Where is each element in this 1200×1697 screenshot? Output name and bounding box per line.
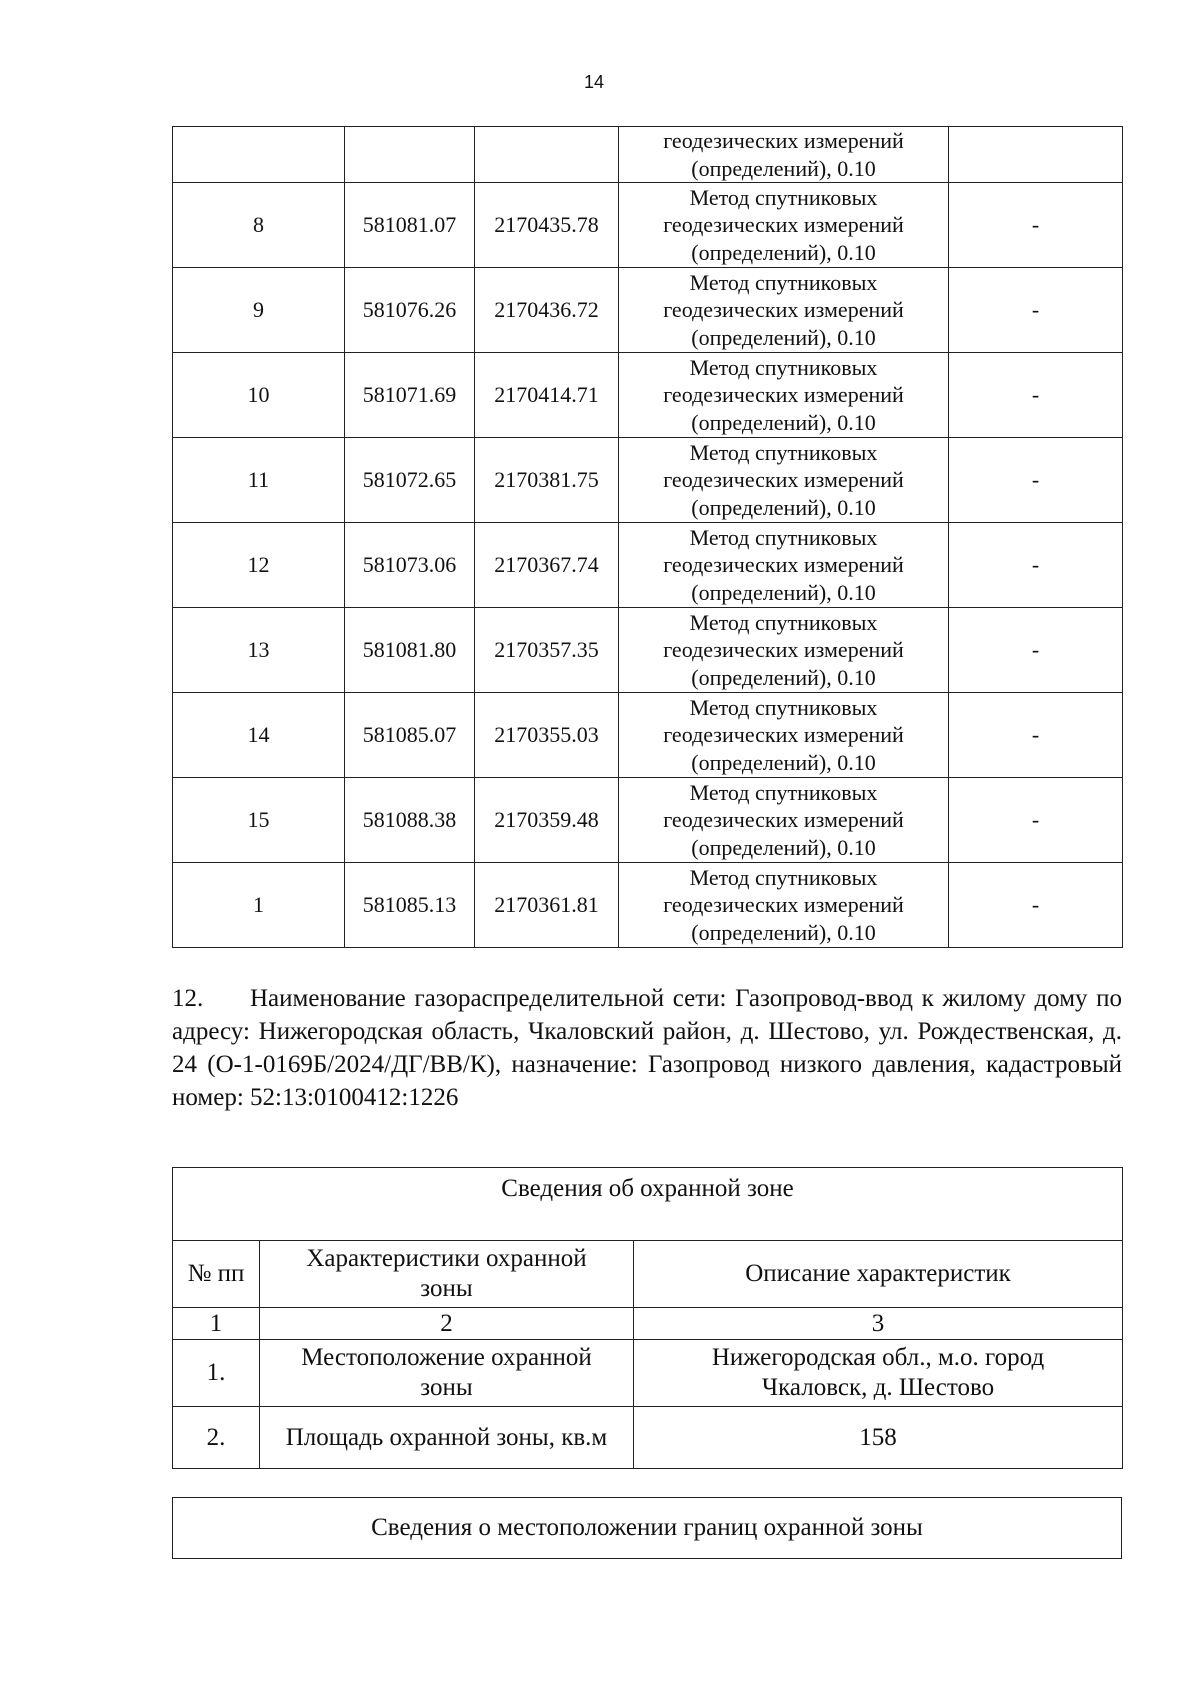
point-number-cell: 15: [173, 778, 345, 863]
method-cell: [619, 438, 949, 523]
note-cell: -: [949, 608, 1123, 693]
index-cell: 3: [634, 1308, 1123, 1340]
method-line: (определений), 0.10: [691, 239, 876, 265]
point-number-cell: 9: [173, 268, 345, 353]
note-cell: -: [949, 438, 1123, 523]
column-header-number: № пп: [173, 1241, 260, 1308]
method-line: геодезических измерений: [663, 297, 904, 323]
table-row: [173, 1407, 1123, 1469]
method-cell: [619, 268, 949, 353]
point-number-cell: [173, 127, 345, 183]
x-coordinate-cell: 581081.80: [345, 608, 475, 693]
method-line: геодезических измерений: [663, 637, 904, 663]
method-cell: [619, 608, 949, 693]
method-line: геодезических измерений: [663, 892, 904, 918]
method-line: Метод спутниковых: [689, 864, 878, 890]
x-coordinate-cell: 581076.26: [345, 268, 475, 353]
method-line: (определений), 0.10: [691, 664, 876, 690]
method-line: геодезических измерений: [663, 382, 904, 408]
table-row: [173, 268, 1123, 353]
table-row: [173, 127, 1123, 183]
method-line: геодезических измерений: [663, 807, 904, 833]
table-row: [173, 693, 1123, 778]
y-coordinate-cell: 2170357.35: [475, 608, 619, 693]
x-coordinate-cell: 581085.13: [345, 863, 475, 948]
note-cell: -: [949, 863, 1123, 948]
method-line: Метод спутниковых: [689, 184, 878, 210]
table-row: [173, 438, 1123, 523]
row-number-cell: 1.: [173, 1340, 260, 1407]
boundary-table: [172, 1497, 1122, 1559]
y-coordinate-cell: 2170436.72: [475, 268, 619, 353]
x-coordinate-cell: 581081.07: [345, 183, 475, 268]
characteristic-line: Местоположение охранной: [301, 1344, 592, 1371]
method-line: геодезических измерений: [663, 128, 904, 153]
method-line: (определений), 0.10: [691, 919, 876, 945]
protection-zone-table: [172, 1167, 1123, 1469]
note-cell: -: [949, 183, 1123, 268]
method-line: (определений), 0.10: [691, 749, 876, 775]
method-line: геодезических измерений: [663, 552, 904, 578]
table-title: Сведения о местоположении границ охранной зоны: [173, 1498, 1122, 1559]
description-cell: [634, 1340, 1123, 1407]
method-line: Метод спутниковых: [689, 439, 878, 465]
clause-number: 12.: [172, 985, 204, 1012]
row-number-cell: 2.: [173, 1407, 260, 1469]
column-header-description: Описание характеристик: [634, 1241, 1123, 1308]
method-line: геодезических измерений: [663, 722, 904, 748]
x-coordinate-cell: 581071.69: [345, 353, 475, 438]
y-coordinate-cell: 2170414.71: [475, 353, 619, 438]
x-coordinate-cell: [345, 127, 475, 183]
clause-text: Наименование газораспределительной сети: Газопровод-ввод к жилому дому по адресу: Нижегородская область, Чкаловский район, д. Шестово, ул. Рождественская, д. 24 (О-1-0169Б/2024/ДГ/ВВ/К), назначение: Газопровод низкого давления, кадастровый номер: 52:13:0100412:1226: [172, 985, 1122, 1111]
characteristic-cell: [260, 1340, 634, 1407]
note-cell: -: [949, 523, 1123, 608]
method-line: (определений), 0.10: [691, 494, 876, 520]
header-line: Характеристики охранной: [306, 1245, 587, 1272]
x-coordinate-cell: 581072.65: [345, 438, 475, 523]
clause-paragraph: [172, 982, 1122, 1114]
point-number-cell: 8: [173, 183, 345, 268]
y-coordinate-cell: 2170367.74: [475, 523, 619, 608]
method-cell: [619, 127, 949, 183]
characteristic-cell: Площадь охранной зоны, кв.м: [260, 1407, 634, 1469]
y-coordinate-cell: 2170381.75: [475, 438, 619, 523]
method-line: геодезических измерений: [663, 212, 904, 238]
method-line: (определений), 0.10: [691, 834, 876, 860]
page-number: 14: [583, 72, 605, 92]
method-line: Метод спутниковых: [689, 269, 878, 295]
table-row: [173, 778, 1123, 863]
note-cell: -: [949, 268, 1123, 353]
method-line: Метод спутниковых: [689, 609, 878, 635]
header-line: зоны: [420, 1275, 473, 1302]
method-cell: [619, 183, 949, 268]
description-line: Чкаловск, д. Шестово: [761, 1374, 995, 1401]
table-row: [173, 1340, 1123, 1407]
y-coordinate-cell: 2170355.03: [475, 693, 619, 778]
method-cell: [619, 693, 949, 778]
method-line: (определений), 0.10: [691, 409, 876, 435]
characteristic-line: зоны: [420, 1374, 473, 1401]
method-line: геодезических измерений: [663, 467, 904, 493]
y-coordinate-cell: 2170435.78: [475, 183, 619, 268]
point-number-cell: 1: [173, 863, 345, 948]
method-cell: [619, 523, 949, 608]
note-cell: -: [949, 693, 1123, 778]
note-cell: -: [949, 353, 1123, 438]
column-header-characteristic: [260, 1241, 634, 1308]
table-row: [173, 353, 1123, 438]
method-line: Метод спутниковых: [689, 779, 878, 805]
point-number-cell: 11: [173, 438, 345, 523]
point-number-cell: 10: [173, 353, 345, 438]
method-cell: [619, 353, 949, 438]
index-cell: 1: [173, 1308, 260, 1340]
point-number-cell: 13: [173, 608, 345, 693]
description-line: Нижегородская обл., м.о. город: [711, 1344, 1045, 1371]
x-coordinate-cell: 581085.07: [345, 693, 475, 778]
x-coordinate-cell: 581073.06: [345, 523, 475, 608]
method-cell: [619, 778, 949, 863]
note-cell: [949, 127, 1123, 183]
index-cell: 2: [260, 1308, 634, 1340]
method-line: (определений), 0.10: [691, 155, 876, 181]
method-line: Метод спутниковых: [689, 354, 878, 380]
table-row: [173, 523, 1123, 608]
method-line: Метод спутниковых: [689, 694, 878, 720]
method-cell: [619, 863, 949, 948]
table-row: [173, 608, 1123, 693]
y-coordinate-cell: 2170359.48: [475, 778, 619, 863]
coordinates-table: [172, 126, 1123, 948]
y-coordinate-cell: 2170361.81: [475, 863, 619, 948]
y-coordinate-cell: [475, 127, 619, 183]
table-row: [173, 183, 1123, 268]
point-number-cell: 12: [173, 523, 345, 608]
note-cell: -: [949, 778, 1123, 863]
point-number-cell: 14: [173, 693, 345, 778]
x-coordinate-cell: 581088.38: [345, 778, 475, 863]
method-line: (определений), 0.10: [691, 579, 876, 605]
method-line: Метод спутниковых: [689, 524, 878, 550]
table-row: [173, 863, 1123, 948]
description-cell: 158: [634, 1407, 1123, 1469]
method-line: (определений), 0.10: [691, 324, 876, 350]
table-title: Сведения об охранной зоне: [173, 1168, 1123, 1241]
